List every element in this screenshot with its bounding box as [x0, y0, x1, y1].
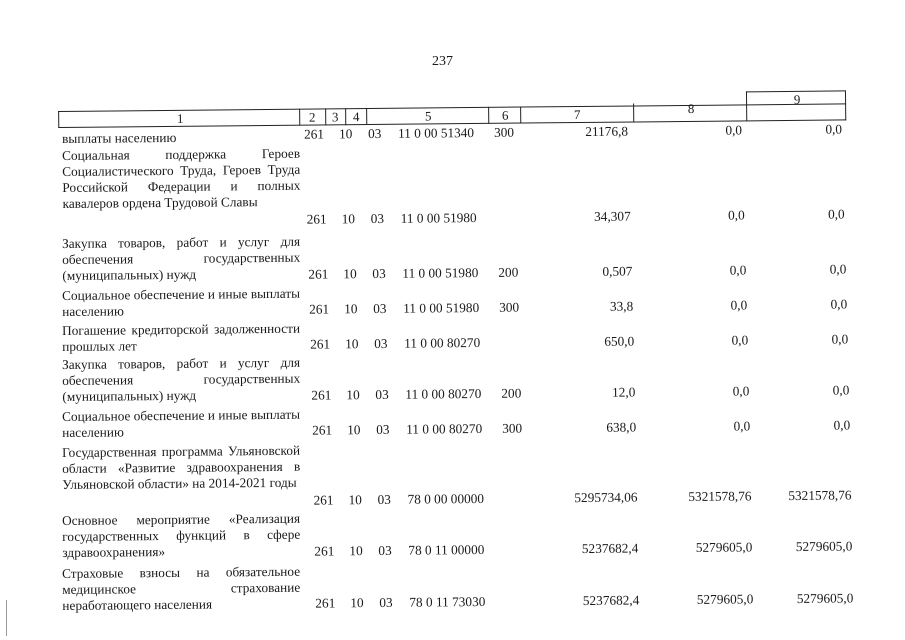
row-code-4: 03: [375, 386, 389, 402]
header-col-9: 9: [793, 91, 801, 107]
row-value-7: 33,8: [609, 298, 634, 314]
row-code-5: 11 0 00 51980: [400, 210, 477, 226]
row-code-6: 300: [493, 124, 515, 140]
row-code-3: 10: [348, 492, 362, 508]
row-code-3: 10: [350, 595, 364, 611]
row-code-4: 03: [374, 335, 388, 352]
row-value-9: 0,0: [832, 382, 850, 398]
row-description: Государственная программа Ульяновской области «Развитие здравоохранения в Ульяновской области» на 2014-2021 годы: [62, 442, 301, 492]
page-number: 237: [432, 54, 453, 69]
row-code-5: 11 0 00 51340: [397, 125, 475, 141]
row-value-9: 0,0: [830, 296, 848, 312]
row-value-8: 0,0: [730, 297, 748, 313]
row-value-8: 0,0: [731, 332, 749, 348]
header-col-7: 7: [573, 106, 581, 123]
row-code-3: 10: [345, 336, 359, 352]
row-code-3: 10: [347, 422, 361, 438]
row-code-4: 03: [378, 542, 392, 558]
header-col-4: 4: [352, 109, 360, 125]
row-code-5: 11 0 00 80270: [406, 420, 483, 437]
row-code-2: 261: [313, 492, 334, 508]
row-code-5: 11 0 00 51980: [402, 265, 479, 281]
header-col-2: 2: [308, 109, 316, 125]
row-code-2: 261: [310, 336, 331, 352]
row-value-8: 0,0: [727, 207, 745, 223]
row-code-5: 11 0 00 51980: [403, 299, 480, 316]
scan-margin-mark: [6, 600, 7, 636]
row-value-7: 650,0: [604, 333, 635, 349]
header-col-6: 6: [501, 107, 509, 123]
header-col-8: 8: [687, 100, 695, 116]
row-code-4: 03: [372, 265, 386, 282]
row-code-4: 03: [376, 421, 390, 437]
row-code-3: 10: [344, 301, 358, 317]
row-description: Социальная поддержка Героев Социалистического Труда, Героев Труда Российской Федерации и полных кавалеров ордена Трудовой Славы: [62, 145, 301, 211]
row-value-7: 0,507: [602, 263, 633, 279]
row-value-9: 0,0: [833, 417, 851, 433]
row-code-4: 03: [370, 210, 385, 227]
row-value-7: 638,0: [606, 419, 637, 435]
row-code-4: 03: [377, 491, 391, 507]
row-code-5: 78 0 11 73030: [409, 593, 486, 610]
row-code-3: 10: [343, 266, 357, 282]
row-code-3: 10: [341, 211, 356, 227]
row-value-7: 5237682,4: [582, 592, 640, 609]
row-code-3: 10: [338, 126, 353, 142]
row-value-8: 0,0: [725, 122, 743, 138]
row-code-2: 261: [306, 211, 327, 227]
row-description: Погашение кредиторской задолженности прошлых лет: [62, 320, 301, 354]
row-value-8: 0,0: [733, 418, 751, 434]
header-col-3: 3: [331, 109, 339, 125]
row-value-8: 5279605,0: [695, 539, 753, 555]
row-value-9: 5279605,0: [795, 538, 853, 554]
header-col-5: 5: [424, 108, 432, 124]
header-col-1: 1: [176, 110, 184, 126]
row-description: Социальное обеспечение и иные выплаты населению: [62, 406, 301, 440]
row-value-9: 0,0: [825, 121, 843, 137]
row-code-2: 261: [312, 422, 333, 438]
row-value-8: 0,0: [729, 262, 747, 278]
row-value-8: 5321578,76: [688, 488, 752, 504]
row-code-2: 261: [311, 387, 332, 403]
row-code-5: 11 0 00 80270: [405, 385, 482, 402]
table-body: [62, 121, 862, 628]
row-description: Закупка товаров, работ и услуг для обеспечения государственных (муниципальных) нужд: [62, 354, 301, 404]
row-value-7: 34,307: [594, 208, 631, 224]
row-value-8: 0,0: [732, 383, 750, 399]
row-value-7: 21176,8: [585, 123, 629, 139]
row-code-6: 200: [498, 264, 519, 280]
row-value-9: 0,0: [827, 206, 845, 222]
row-description: Страховые взносы на обязательное медицинское страхование неработающего населения: [62, 563, 301, 613]
row-value-7: 5295734,06: [574, 489, 638, 506]
row-code-2: 261: [315, 595, 336, 611]
row-code-6: 200: [501, 385, 522, 401]
row-description: выплаты населению: [62, 129, 177, 146]
row-code-5: 11 0 00 80270: [404, 334, 481, 351]
row-description: Основное мероприятие «Реализация государственных функций в сфере здравоохранения»: [62, 510, 301, 560]
row-code-2: 261: [303, 126, 325, 142]
row-code-5: 78 0 11 00000: [408, 541, 485, 558]
row-code-2: 261: [314, 543, 335, 559]
row-value-9: 0,0: [829, 261, 847, 277]
row-value-9: 0,0: [831, 331, 849, 347]
row-code-2: 261: [309, 301, 330, 317]
row-description: Закупка товаров, работ и услуг для обеспечения государственных (муниципальных) нужд: [62, 233, 301, 283]
table-row: [62, 228, 862, 283]
row-value-9: 5321578,76: [788, 487, 852, 504]
row-code-2: 261: [308, 266, 329, 282]
row-value-7: 5237682,4: [581, 540, 639, 557]
row-code-3: 10: [349, 543, 363, 559]
row-value-7: 12,0: [612, 384, 636, 400]
row-value-9: 5279605,0: [796, 590, 854, 606]
row-code-4: 03: [379, 594, 393, 610]
row-code-3: 10: [346, 387, 360, 403]
row-code-6: 300: [502, 420, 523, 436]
row-code-5: 78 0 00 00000: [407, 490, 485, 507]
row-code-6: 300: [499, 299, 520, 315]
row-value-8: 5279605,0: [696, 591, 754, 607]
row-code-4: 03: [373, 300, 387, 317]
row-description: Социальное обеспечение и иные выплаты населению: [62, 285, 301, 319]
row-code-4: 03: [367, 125, 382, 142]
